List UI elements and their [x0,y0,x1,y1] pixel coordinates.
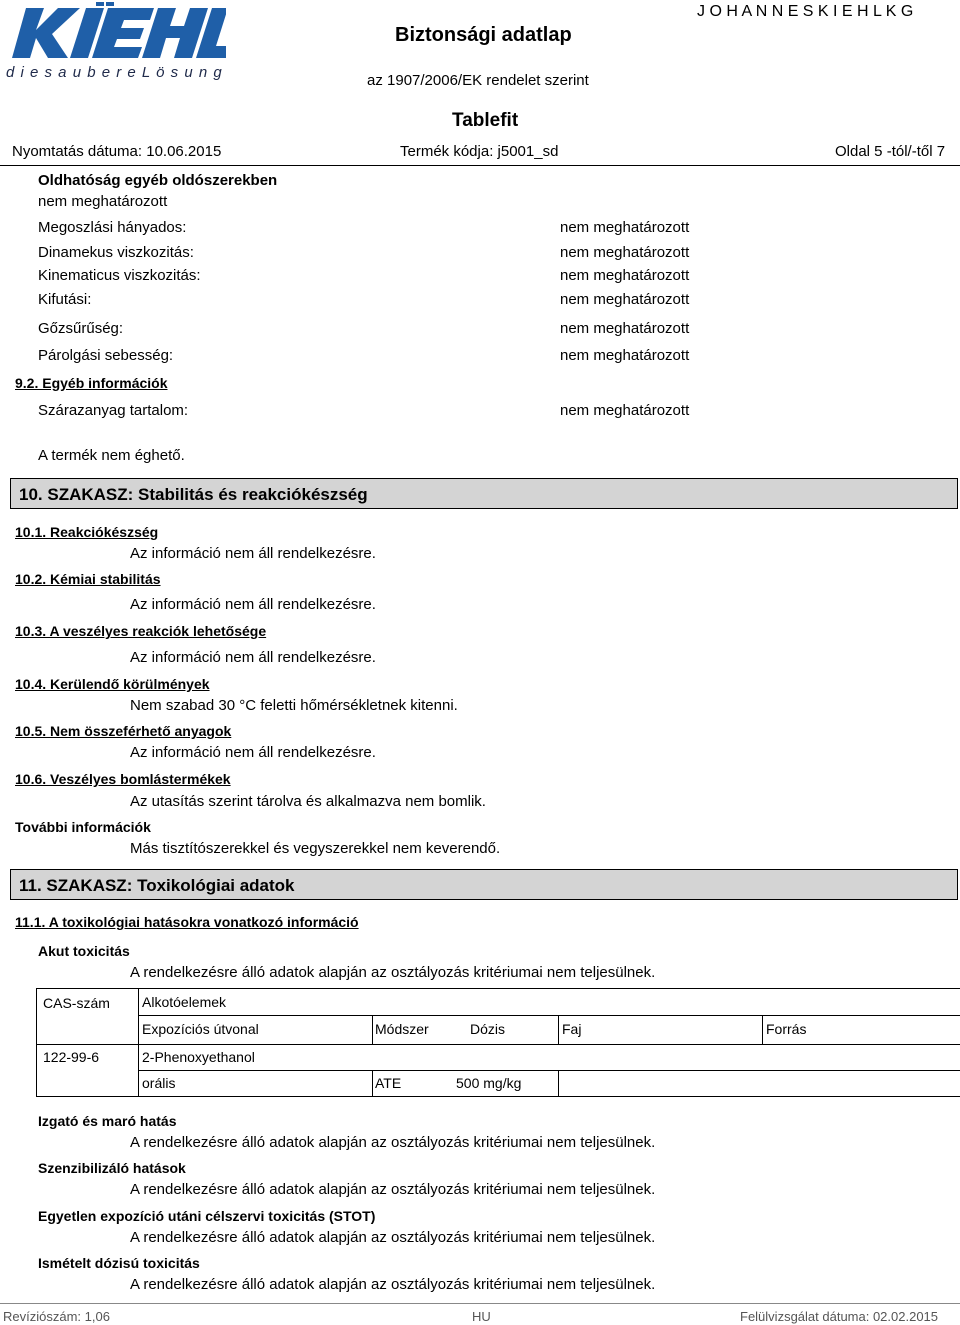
review-date: Felülvizsgálat dátuma: 02.02.2015 [740,1309,939,1324]
hazard-heading: Szenzibilizáló hatások [38,1160,186,1176]
item-heading: 10.3. A veszélyes reakciók lehetősége [15,623,267,639]
item-text: Az információ nem áll rendelkezésre. [130,545,376,562]
item-text: Az információ nem áll rendelkezésre. [130,744,376,761]
item-text: Az információ nem áll rendelkezésre. [130,596,376,613]
item-text: Nem szabad 30 °C feletti hőmérsékletnek kitenni. [130,697,458,714]
toxicity-table [36,988,960,1096]
flammability-note: A termék nem éghető. [38,447,185,464]
language-code: HU [472,1309,491,1324]
dry-matter-label: Szárazanyag tartalom: [38,402,189,419]
property-value: nem meghatározott [560,267,690,284]
dry-matter-value: nem meghatározott [560,402,690,419]
item-heading: 10.4. Kerülendő körülmények [15,676,210,692]
col-method-header: Módszer [375,1021,429,1037]
company-logo [6,2,226,82]
other-info-heading: 9.2. Egyéb információk [15,375,168,391]
property-value: nem meghatározott [560,219,690,236]
kiehl-logo-graphic [6,2,226,62]
header-divider [0,165,960,166]
revision-number: Revíziószám: 1,06 [3,1309,110,1324]
item-heading: 10.6. Veszélyes bomlástermékek [15,771,231,787]
row-method: ATE [375,1075,402,1091]
row-route: orális [142,1075,176,1091]
col-route-header: Expozíciós útvonal [142,1021,259,1037]
solubility-value: nem meghatározott [38,193,168,210]
property-label: Kinematicus viszkozitás: [38,267,201,284]
col-component-header: Alkotóelemek [142,994,227,1010]
item-text: Az információ nem áll rendelkezésre. [130,649,376,666]
property-value: nem meghatározott [560,347,690,364]
product-name: Tablefit [452,110,519,131]
hazard-heading: Ismételt dózisú toxicitás [38,1255,200,1271]
row-cas: 122-99-6 [43,1049,100,1065]
hazard-heading: Egyetlen expozíció utáni célszervi toxicitás (STOT) [38,1208,376,1224]
property-label: Megoszlási hányados: [38,219,187,236]
tox-info-heading: 11.1. A toxikológiai hatásokra vonatkozó információ [15,914,359,930]
hazard-text: A rendelkezésre álló adatok alapján az osztályozás kritériumai nem teljesülnek. [130,1181,656,1198]
hazard-text: A rendelkezésre álló adatok alapján az osztályozás kritériumai nem teljesülnek. [130,1229,656,1246]
section-11-header [10,869,958,900]
company-name: J O H A N N E S K I E H L K G [697,3,914,20]
col-cas-header: CAS-szám [43,995,110,1011]
col-dose-header: Dózis [470,1021,506,1037]
section-10-title: 10. SZAKASZ: Stabilitás és reakciókészség [19,485,368,504]
property-value: nem meghatározott [560,244,690,261]
property-label: Párolgási sebesség: [38,347,174,364]
hazard-heading: Izgató és maró hatás [38,1113,177,1129]
property-label: Dinamekus viszkozitás: [38,244,194,261]
section-11-title: 11. SZAKASZ: Toxikológiai adatok [19,876,295,895]
row-component: 2-Phenoxyethanol [142,1049,255,1065]
product-code: Termék kódja: j5001_sd [400,143,559,160]
footer-divider [0,1303,960,1304]
further-info-text: Más tisztítószerekkel és vegyszerekkel nem keverendő. [130,840,501,857]
item-text: Az utasítás szerint tárolva és alkalmazva nem bomlik. [130,793,486,810]
col-species-header: Faj [562,1021,582,1037]
document-title: Biztonsági adatlap [395,24,572,46]
solubility-label: Oldhatóság egyéb oldószerekben [38,172,278,189]
logo-tagline: d i e s a u b e r e L ö s u n g [6,64,223,81]
acute-tox-text: A rendelkezésre álló adatok alapján az osztályozás kritériumai nem teljesülnek. [130,964,656,981]
regulation-text: az 1907/2006/EK rendelet szerint [367,72,589,89]
hazard-text: A rendelkezésre álló adatok alapján az osztályozás kritériumai nem teljesülnek. [130,1134,656,1151]
row-dose: 500 mg/kg [456,1075,522,1091]
col-source-header: Forrás [766,1021,807,1037]
property-value: nem meghatározott [560,291,690,308]
property-label: Kifutási: [38,291,92,308]
further-info-heading: További információk [15,819,151,835]
page-info: Oldal 5 -tól/-től 7 [835,143,946,160]
item-heading: 10.5. Nem összeférhető anyagok [15,723,232,739]
property-value: nem meghatározott [560,320,690,337]
acute-tox-heading: Akut toxicitás [38,943,130,959]
section-10-header [10,478,958,509]
property-label: Gőzsűrűség: [38,320,124,337]
item-heading: 10.1. Reakciókészség [15,524,159,540]
hazard-text: A rendelkezésre álló adatok alapján az osztályozás kritériumai nem teljesülnek. [130,1276,656,1293]
print-date: Nyomtatás dátuma: 10.06.2015 [12,143,222,160]
item-heading: 10.2. Kémiai stabilitás [15,571,161,587]
